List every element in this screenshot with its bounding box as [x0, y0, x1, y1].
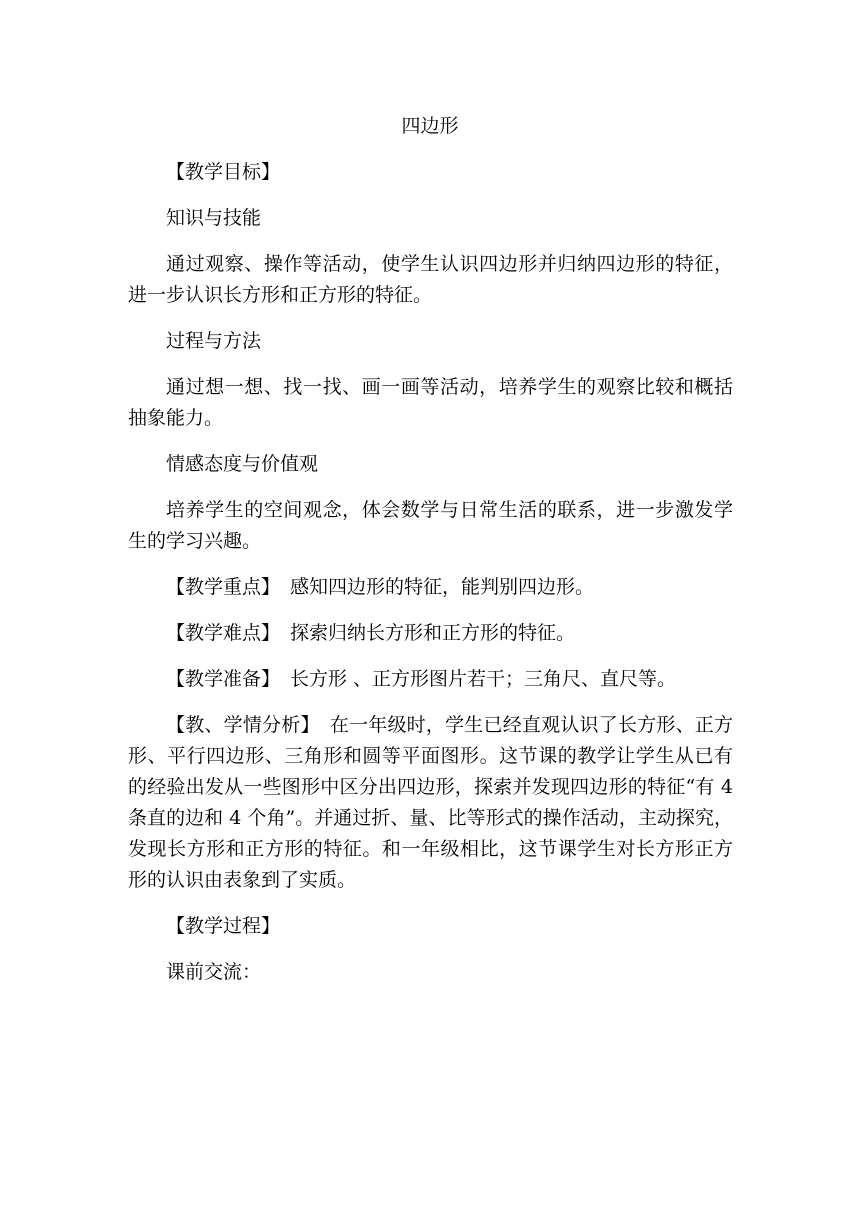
paragraph-head: 【教、学情分析】	[166, 714, 320, 736]
paragraph-key-points	[128, 572, 733, 603]
paragraph-text: 培养学生的空间观念，体会数学与日常生活的联系，进一步激发学生的学习兴趣。	[128, 499, 733, 552]
section-heading-objectives	[128, 157, 733, 188]
paragraph-text: 通过想一想、找一找、画一画等活动，培养学生的观察比较和概括抽象能力。	[128, 376, 733, 429]
paragraph-head: 【教学重点】	[166, 576, 281, 598]
paragraph-text: 课前交流：	[166, 961, 262, 983]
paragraph-head: 【教学过程】	[166, 915, 281, 937]
paragraph-head: 【教学目标】	[166, 161, 281, 183]
paragraph-learner-analysis	[128, 710, 733, 896]
paragraph-text: 情感态度与价值观	[166, 453, 319, 475]
subheading-process-method	[128, 326, 733, 357]
document-body	[128, 157, 733, 1003]
paragraph-text: 感知四边形的特征，能判别四边形。	[290, 576, 595, 598]
paragraph-knowledge-skills	[128, 249, 733, 311]
paragraph-text: 长方形 、正方形图片若干；三角尺、直尺等。	[290, 668, 677, 690]
paragraph-pre-class	[128, 957, 733, 988]
section-heading-process	[128, 911, 733, 942]
paragraph-text: 在一年级时，学生已经直观认识了长方形、正方形、平行四边形、三角形和圆等平面图形。这节课的教学让学生从已有的经验出发从一些图形中区分出四边形，探索并发现四边形的特征“有 4 条直的边和 4 个角”。并通过折、量、比等形式的操作活动，主动探究，发现长方形和正方形的特征。和一年级相比，这节课学生对长方形正方形的认识由表象到了实质。	[128, 714, 733, 891]
paragraph-attitude-values	[128, 495, 733, 557]
paragraph-process-method	[128, 372, 733, 434]
paragraph-text: 探索归纳长方形和正方形的特征。	[290, 622, 576, 644]
subheading-knowledge-skills	[128, 203, 733, 234]
subheading-attitude-values	[128, 449, 733, 480]
paragraph-text: 知识与技能	[166, 207, 262, 229]
paragraph-text: 通过观察、操作等活动，使学生认识四边形并归纳四边形的特征，进一步认识长方形和正方形的特征。	[128, 253, 733, 306]
paragraph-head: 【教学准备】	[166, 668, 281, 690]
paragraph-head: 【教学难点】	[166, 622, 281, 644]
paragraph-preparation	[128, 664, 733, 695]
document-title: 四边形	[401, 115, 459, 137]
paragraph-difficulties	[128, 618, 733, 649]
paragraph-text: 过程与方法	[166, 330, 262, 352]
